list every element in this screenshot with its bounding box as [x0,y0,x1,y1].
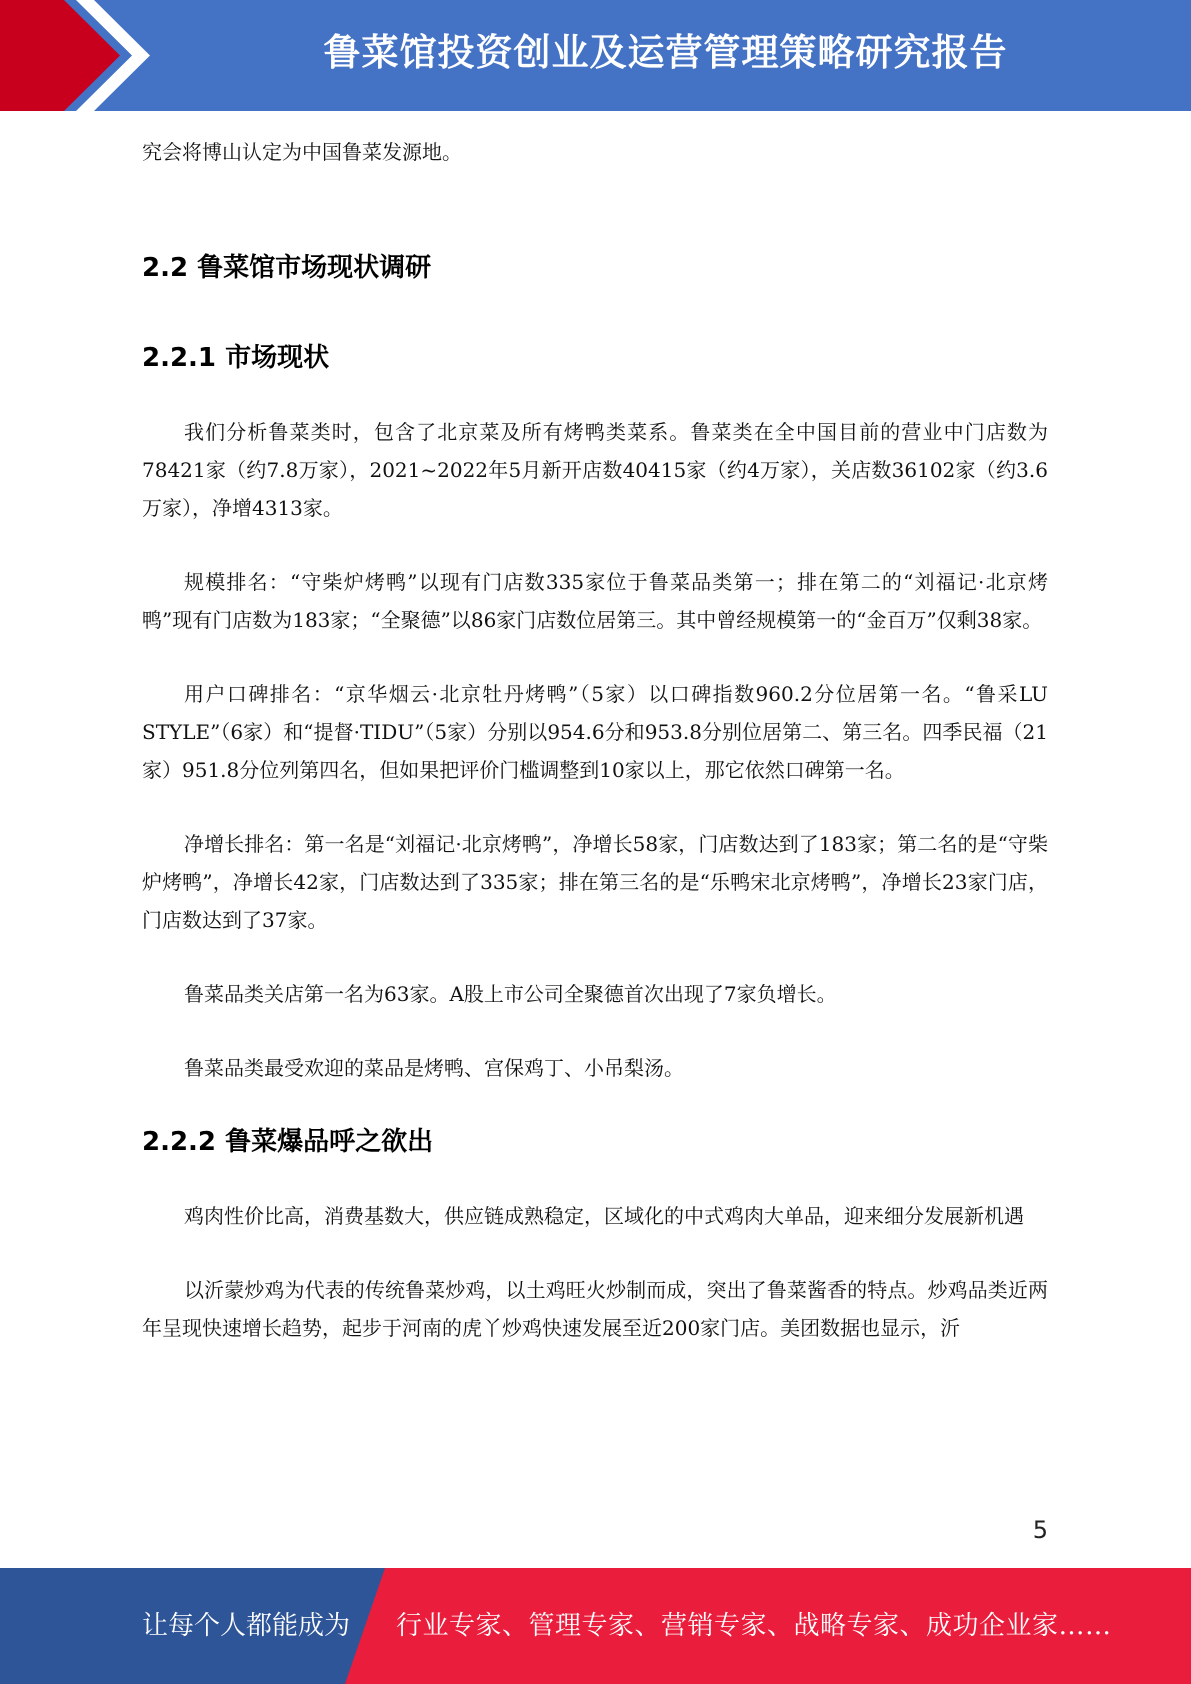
subsection-heading-2-2-1: 2.2.1 市场现状 [142,343,330,373]
continuation-paragraph: 究会将博山认定为中国鲁菜发源地。 [142,140,462,164]
paragraph-market-overview: 我们分析鲁菜类时，包含了北京菜及所有烤鸭类菜系。鲁菜类在全中国目前的营业中门店数为78421家（约7.8万家），2021~2022年5月新开店数40415家（约4万家），关店数36102家（约3.6万家），净增4313家。 [142,420,1048,520]
paragraph-chicken-opportunity: 鸡肉性价比高，消费基数大，供应链成熟稳定，区域化的中式鸡肉大单品，迎来细分发展新机遇 [184,1204,1024,1228]
paragraph-closures: 鲁菜品类关店第一名为63家。A股上市公司全聚德首次出现了7家负增长。 [184,982,837,1006]
header-arrow-decoration [0,0,160,111]
paragraph-popular-dishes: 鲁菜品类最受欢迎的菜品是烤鸭、宫保鸡丁、小吊梨汤。 [184,1056,684,1080]
report-title: 鲁菜馆投资创业及运营管理策略研究报告 [323,31,1008,74]
paragraph-scale-ranking: 规模排名：“守柴炉烤鸭”以现有门店数335家位于鲁菜品类第一；排在第二的“刘福记·北京烤鸭”现有门店数为183家；“全聚德”以86家门店数位居第三。其中曾经规模第一的“金百万”仅剩38家。 [142,570,1048,632]
footer-slogan-right: 行业专家、管理专家、营销专家、战略专家、成功企业家…… [396,1611,1112,1641]
paragraph-stir-fried-chicken: 以沂蒙炒鸡为代表的传统鲁菜炒鸡，以土鸡旺火炒制而成，突出了鲁菜酱香的特点。炒鸡品类近两年呈现快速增长趋势，起步于河南的虎丫炒鸡快速发展至近200家门店。美团数据也显示，沂 [142,1278,1048,1340]
paragraph-reputation-ranking: 用户口碑排名：“京华烟云·北京牡丹烤鸭”（5家）以口碑指数960.2分位居第一名。“鲁采LU STYLE”（6家）和“提督·TIDU”（5家）分别以954.6分和953.8分别位居第二、第三名。四季民福（21家）951.8分位列第四名，但如果把评价门槛调整到10家以上，那它依然口碑第一名。 [142,682,1048,782]
page-header [0,0,1191,111]
footer-slogan-left: 让每个人都能成为 [142,1611,351,1641]
subsection-heading-2-2-2: 2.2.2 鲁菜爆品呼之欲出 [142,1127,434,1157]
page-number: 5 [1032,1516,1048,1544]
section-heading-2-2: 2.2 鲁菜馆市场现状调研 [142,253,432,283]
paragraph-growth-ranking: 净增长排名：第一名是“刘福记·北京烤鸭”，净增长58家，门店数达到了183家；第二名的是“守柴炉烤鸭”，净增长42家，门店数达到了335家；排在第三名的是“乐鸭宋北京烤鸭”，净增长23家门店，门店数达到了37家。 [142,832,1048,932]
document-body [142,133,1048,1347]
page-footer [0,1568,1191,1684]
